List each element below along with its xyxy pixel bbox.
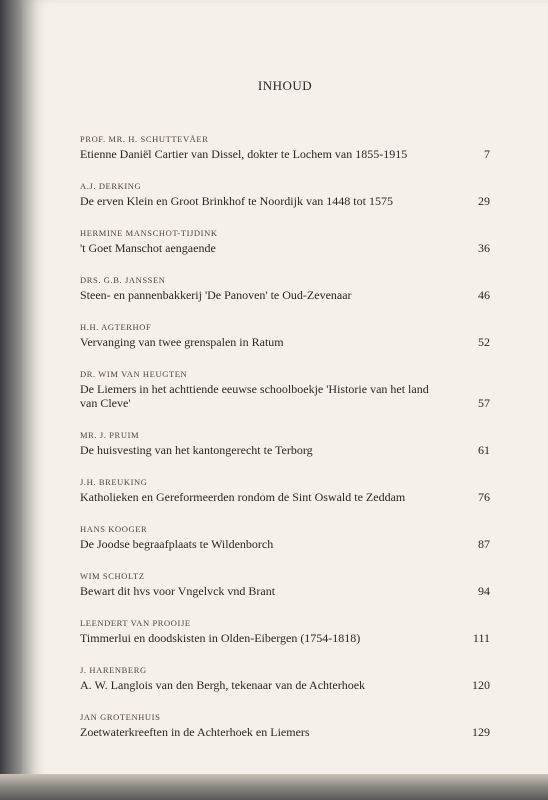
toc-author: A.J. DERKING bbox=[80, 181, 142, 191]
toc-title: Bewart dit hvs voor Vngelvck vnd Brant bbox=[80, 584, 276, 598]
toc-title: 't Goet Manschot aengaende bbox=[80, 241, 216, 255]
toc-author: J. HARENBERG bbox=[80, 665, 147, 675]
toc-author: DRS. G.B. JANSSEN bbox=[80, 275, 166, 285]
toc-author: DR. WIM VAN HEUGTEN bbox=[80, 369, 188, 379]
toc-author: LEENDERT VAN PROOIJE bbox=[80, 618, 191, 628]
toc-page-number: 94 bbox=[478, 584, 490, 598]
toc-page-number: 87 bbox=[478, 537, 490, 551]
toc-title: Vervanging van twee grenspalen in Ratum bbox=[80, 335, 284, 349]
toc-entry bbox=[80, 476, 490, 504]
toc-page-number: 57 bbox=[478, 396, 490, 410]
toc-title: De huisvesting van het kantongerecht te Terborg bbox=[80, 443, 313, 457]
toc-page-number: 29 bbox=[478, 194, 490, 208]
toc-page-number: 76 bbox=[478, 490, 490, 504]
toc-author: H.H. AGTERHOF bbox=[80, 322, 152, 332]
toc-entry bbox=[80, 227, 490, 255]
toc-author: MR. J. PRUIM bbox=[80, 430, 140, 440]
toc-author: JAN GROTENHUIS bbox=[80, 712, 161, 722]
toc-title: De Liemers in het achttiende eeuwse schoolboekje 'Historie van het land van Cleve' bbox=[80, 382, 429, 410]
scan-shadow-bottom bbox=[0, 774, 548, 800]
toc-page-number: 46 bbox=[478, 288, 490, 302]
toc-title: Timmerlui en doodskisten in Olden-Eibergen (1754-1818) bbox=[80, 631, 361, 645]
toc-author: J.H. BREUKING bbox=[80, 477, 148, 487]
toc-page-number: 52 bbox=[478, 335, 490, 349]
toc-page-number: 129 bbox=[472, 725, 490, 739]
toc-page-number: 61 bbox=[478, 443, 490, 457]
toc-entry bbox=[80, 368, 490, 410]
toc-entry bbox=[80, 180, 490, 208]
toc-title: Katholieken en Gereformeerden rondom de Sint Oswald te Zeddam bbox=[80, 490, 406, 504]
toc-title: Zoetwaterkreeften in de Achterhoek en Liemers bbox=[80, 725, 310, 739]
toc-page-number: 111 bbox=[472, 631, 490, 645]
toc-entry bbox=[80, 617, 490, 645]
toc-author: WIM SCHOLTZ bbox=[80, 571, 145, 581]
toc-page-number: 7 bbox=[484, 147, 490, 161]
toc-title: Etienne Daniël Cartier van Dissel, dokter te Lochem van 1855-1915 bbox=[80, 147, 408, 161]
toc-title: De Joodse begraafplaats te Wildenborch bbox=[80, 537, 274, 551]
toc-page-number: 120 bbox=[472, 678, 490, 692]
page-title: INHOUD bbox=[257, 78, 313, 93]
toc-entry bbox=[80, 274, 490, 302]
toc-entry bbox=[80, 664, 490, 692]
toc-author: PROF. MR. H. SCHUTTEVÅER bbox=[80, 134, 209, 144]
toc-entry bbox=[80, 711, 490, 739]
toc-entry bbox=[80, 133, 490, 161]
toc-entry bbox=[80, 523, 490, 551]
toc-title: Steen- en pannenbakkerij 'De Panoven' te Oud-Zevenaar bbox=[80, 288, 352, 302]
toc-page-number: 36 bbox=[478, 241, 490, 255]
table-of-contents bbox=[80, 133, 490, 758]
toc-entry bbox=[80, 429, 490, 457]
toc-title: De erven Klein en Groot Brinkhof te Noordijk van 1448 tot 1575 bbox=[80, 194, 393, 208]
toc-title: A. W. Langlois van den Bergh, tekenaar van de Achterhoek bbox=[80, 678, 366, 692]
toc-author: HERMINE MANSCHOT-TIJDINK bbox=[80, 228, 218, 238]
toc-entry bbox=[80, 570, 490, 598]
toc-entry bbox=[80, 321, 490, 349]
toc-author: HANS KOOGER bbox=[80, 524, 148, 534]
book-page bbox=[22, 0, 548, 782]
